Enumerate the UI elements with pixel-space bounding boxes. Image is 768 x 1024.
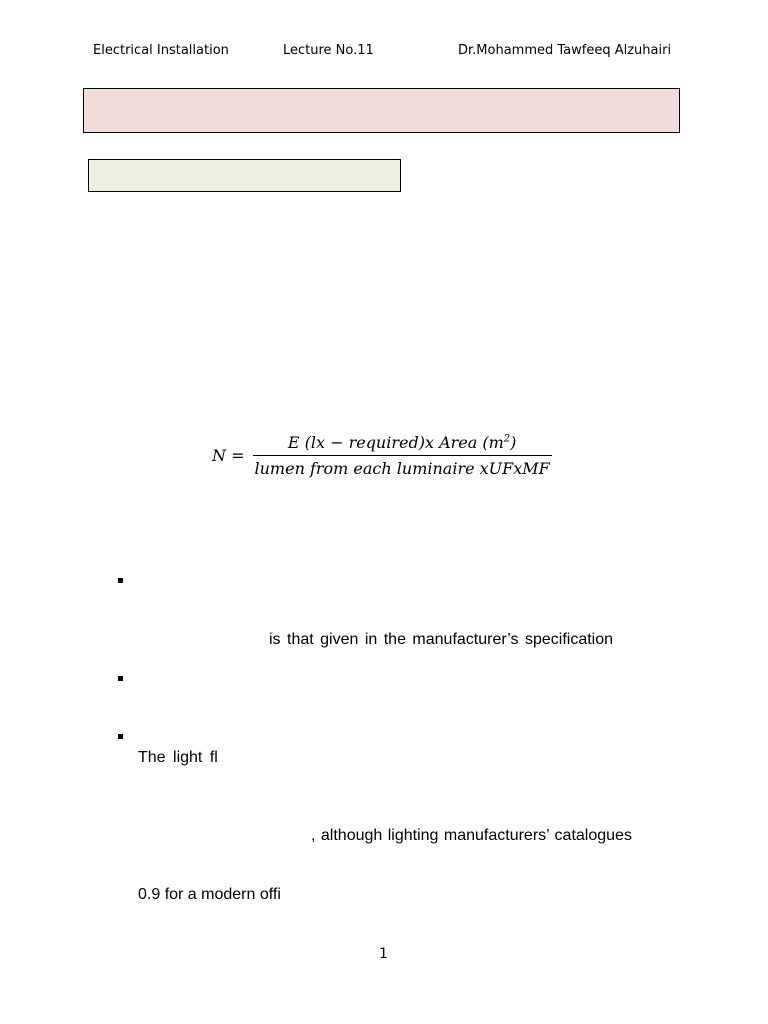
- lumen-method-formula: [212, 433, 552, 478]
- title-box: [83, 88, 680, 133]
- formula-numerator: [286, 433, 519, 455]
- header-author: Dr.Mohammed Tawfeeq Alzuhairi: [458, 43, 672, 58]
- bullet-marker: [118, 676, 123, 681]
- formula-denominator: lumen from each luminaire xUFxMF: [254, 459, 550, 478]
- header-course-title: Electrical Installation: [93, 43, 229, 58]
- formula-numerator-close: ): [510, 433, 517, 452]
- page-number: 1: [379, 946, 388, 962]
- bullet-marker: [118, 578, 123, 583]
- formula-lhs: N =: [212, 446, 245, 465]
- formula-fraction: [253, 433, 552, 478]
- formula-numerator-exponent: 2: [503, 433, 511, 445]
- body-text-line: 0.9 for a modern offi: [138, 886, 281, 903]
- body-text-line: The light fl: [138, 749, 218, 766]
- formula-numerator-main: E (lx − required)x Area (m: [287, 433, 504, 452]
- header-lecture-number: Lecture No.11: [283, 43, 374, 58]
- subtitle-box: [88, 159, 401, 192]
- body-text-line: , although lighting manufacturers’ catalogues: [311, 827, 632, 844]
- bullet-marker: [118, 734, 123, 739]
- body-text-line: is that given in the manufacturer’s specification: [269, 631, 614, 648]
